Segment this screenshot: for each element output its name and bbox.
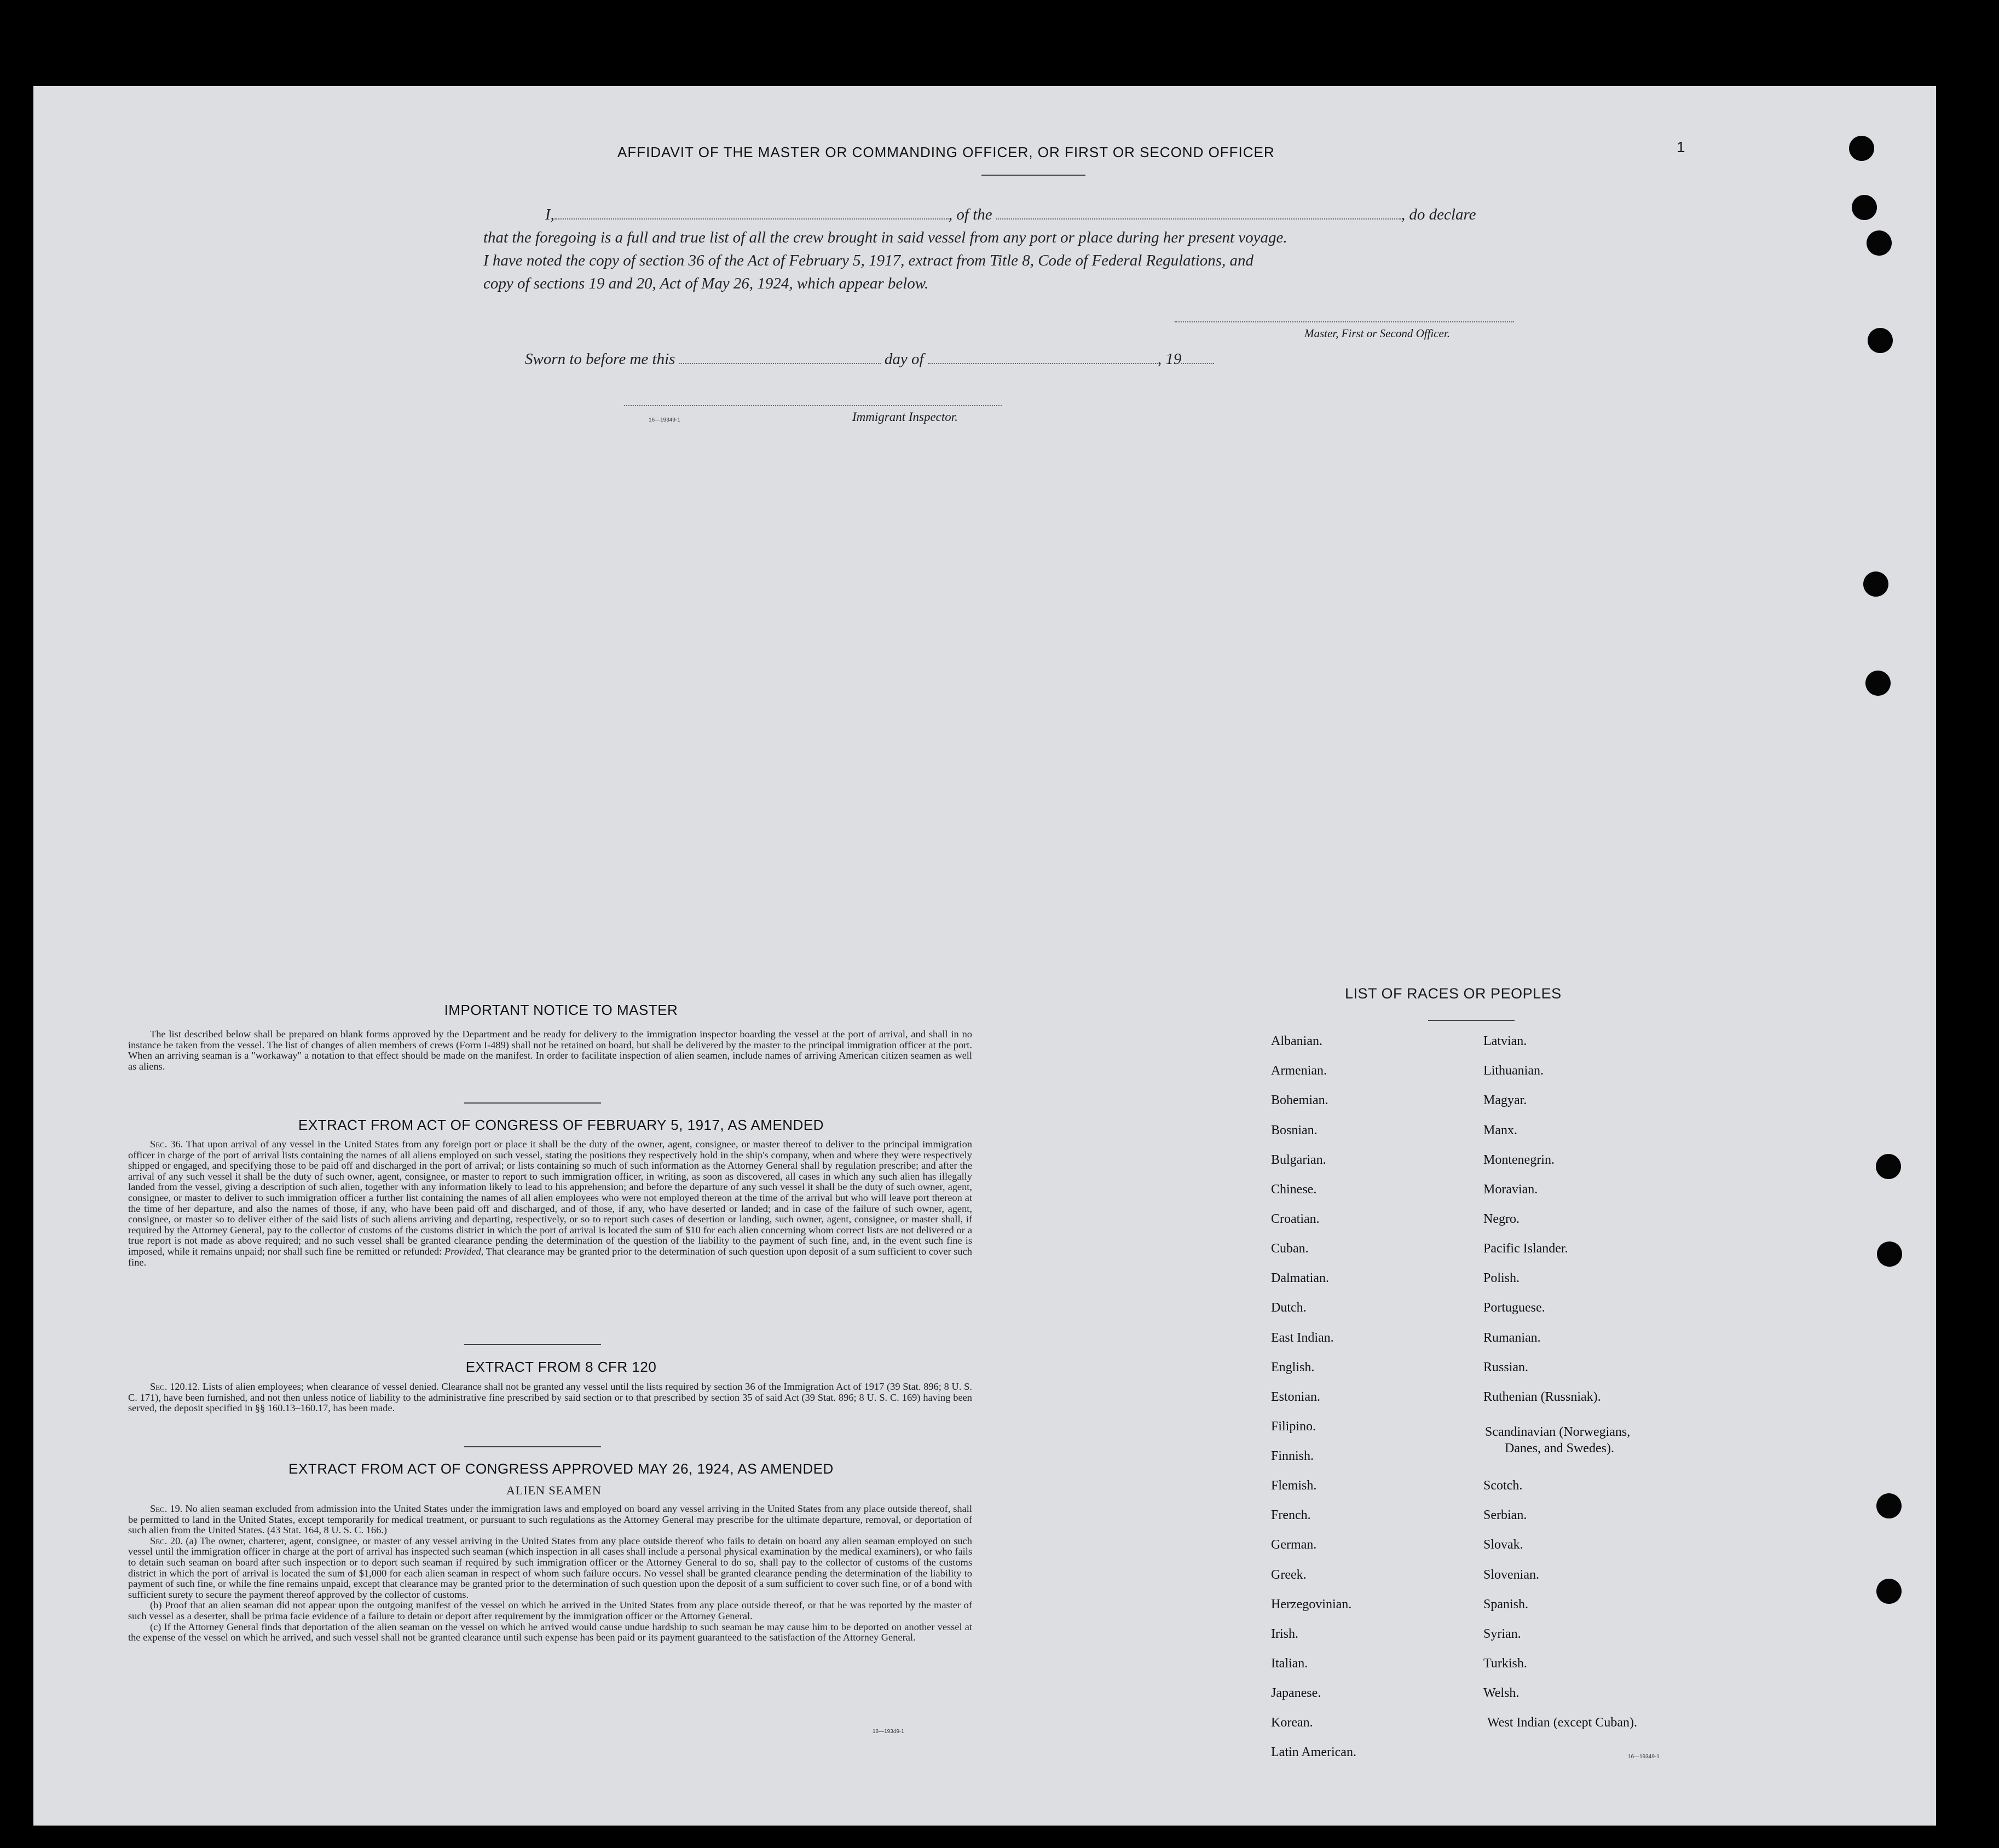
race-item: Lithuanian. xyxy=(1483,1064,1544,1078)
alien-seamen-subtitle: ALIEN SEAMEN xyxy=(506,1483,602,1497)
page-mark: 1 xyxy=(1677,138,1685,155)
race-item: Bosnian. xyxy=(1271,1123,1318,1137)
race-item: Bohemian. xyxy=(1271,1093,1328,1107)
race-item: Ruthenian (Russniak). xyxy=(1483,1390,1601,1404)
race-item: Finnish. xyxy=(1271,1449,1314,1463)
document-page xyxy=(33,86,1936,1826)
punch-hole xyxy=(1868,328,1893,353)
race-item: Irish. xyxy=(1271,1627,1298,1641)
race-item: Welsh. xyxy=(1483,1686,1520,1700)
declaration-line-4: copy of sections 19 and 20, Act of May 26, 1924, which appear below. xyxy=(483,275,929,292)
races-divider xyxy=(1428,1020,1515,1021)
race-item: Cuban. xyxy=(1271,1241,1309,1256)
affidavit-title: AFFIDAVIT OF THE MASTER OR COMMANDING OFFICER, OR FIRST OR SECOND OFFICER xyxy=(617,144,1275,160)
race-item: Herzegovinian. xyxy=(1271,1597,1352,1612)
race-item: Dalmatian. xyxy=(1271,1271,1329,1285)
punch-hole xyxy=(1863,571,1888,597)
master-label: Master, First or Second Officer. xyxy=(1304,327,1450,340)
title-divider xyxy=(981,175,1085,176)
extract-1917-title: EXTRACT FROM ACT OF CONGRESS OF FEBRUARY 5, 1917, AS AMENDED xyxy=(298,1117,824,1133)
race-item: Italian. xyxy=(1271,1656,1308,1671)
race-item: Spanish. xyxy=(1483,1597,1529,1612)
punch-hole xyxy=(1876,1493,1902,1518)
race-item: Armenian. xyxy=(1271,1064,1327,1078)
race-item: Slovenian. xyxy=(1483,1568,1539,1582)
extract-form-number: 16—19349-1 xyxy=(873,1729,904,1735)
race-item: Pacific Islander. xyxy=(1483,1241,1568,1256)
declaration-line-3: I have noted the copy of section 36 of the Act of February 5, 1917, extract from Title 8, Code of Federal Regulations, and xyxy=(483,252,1254,269)
race-item: Scotch. xyxy=(1483,1479,1523,1493)
punch-hole xyxy=(1852,195,1877,220)
race-item: Latin American. xyxy=(1271,1745,1356,1759)
punch-hole xyxy=(1867,230,1892,256)
race-item: Korean. xyxy=(1271,1716,1313,1730)
race-item: Estonian. xyxy=(1271,1390,1320,1404)
race-item: Portuguese. xyxy=(1483,1301,1545,1315)
race-item: Scandinavian (Norwegians, xyxy=(1485,1425,1631,1439)
race-item: Magyar. xyxy=(1483,1093,1527,1107)
race-item: Polish. xyxy=(1483,1271,1520,1285)
race-item: Chinese. xyxy=(1271,1182,1317,1197)
races-title: LIST OF RACES OR PEOPLES xyxy=(1345,985,1562,1002)
race-item: French. xyxy=(1271,1508,1311,1522)
race-item: Filipino. xyxy=(1271,1419,1316,1434)
master-signature-line xyxy=(1175,321,1514,322)
inspector-signature-line xyxy=(624,405,1002,406)
punch-hole xyxy=(1877,1241,1902,1267)
cfr-text: Sec. 120.12. Lists of alien employees; when clearance of vessel denied. Clearance shall not be granted any vessel until the lists required by section 36 of the Immigration Act of 1917 (39 Stat. 896; 8 U. S. C. 171), have been furnished, and not then unless notice of liability to the administrative fine prescribed by said section or to that prescribed by section 35 of said Act (39 Stat. 896; 8 U. S. C. 169) having been served, the deposit specified in §§ 160.13–160.17, has been made. xyxy=(128,1381,972,1414)
section-divider xyxy=(464,1102,601,1104)
race-item: Russian. xyxy=(1483,1360,1529,1375)
race-item: East Indian. xyxy=(1271,1331,1334,1345)
extract-1924-text: Sec. 19. No alien seaman excluded from admission into the United States under the immigration laws and employed on board any vessel arriving in the United States from any place outside thereof, shall be permitted to land in the United States, except temporarily for medical treatment, or pursuant to such regulations as the Attorney General may prescribe for the ultimate departure, removal, or deportation of such alien from the United States. (43 Stat. 164, 8 U. S. C. 166.) Sec. 20. (a) The owner, charterer, agent, consignee, or master of any vessel arriving in the United States from any place outside thereof who fails to detain on board any alien seaman employed on such vessel until the immigration officer in charge at the port of arrival has inspected such seaman (which inspection in all cases shall include a personal physical examination by the medical examiners), or who fails to detain such seaman on board after such inspection or to deport such seaman if required by such immigration officer or the Attorney General to do so, shall pay to the collector of customs of the customs district in which the port of arrival is located the sum of $1,000 for each alien seaman in respect of whom such failure occurs. No vessel shall be granted clearance pending the determination of the liability to payment of such fine, or while the fine remains unpaid, except that clearance may be granted prior to the determination of such question upon the deposit of a sum sufficient to cover such fine, or of a bond with sufficient surety to secure the payment thereof approved by the collector of customs. (b) Proof that an alien seaman did not appear upon the outgoing manifest of the vessel on which he arrived in the United States from any place outside thereof, or that he was reported by the master of such vessel as a deserter, shall be prima facie evidence of a failure to detain or deport after requirement by the immigration officer or the Attorney General. (c) If the Attorney General finds that deportation of the alien seaman on the vessel on which he arrived would cause undue hardship to such seaman he may cause him to be deported on another vessel at the expense of the vessel on which he arrived, and such vessel shall not be granted clearance until such expense has been paid or its payment guaranteed to the satisfaction of the Attorney General. xyxy=(128,1503,973,1643)
inspector-label: Immigrant Inspector. xyxy=(852,410,958,424)
punch-hole xyxy=(1865,671,1891,696)
race-item: Albanian. xyxy=(1271,1034,1322,1048)
section-divider xyxy=(464,1446,601,1447)
race-item: Dutch. xyxy=(1271,1301,1307,1315)
race-item: Bulgarian. xyxy=(1271,1153,1326,1167)
race-item: Manx. xyxy=(1483,1123,1517,1137)
race-item: Moravian. xyxy=(1483,1182,1538,1197)
punch-hole xyxy=(1876,1579,1902,1604)
section-divider xyxy=(464,1344,601,1345)
race-item: German. xyxy=(1271,1538,1317,1552)
race-item: West Indian (except Cuban). xyxy=(1487,1716,1637,1730)
race-item: Rumanian. xyxy=(1483,1331,1541,1345)
declaration-line-2: that the foregoing is a full and true list of all the crew brought in said vessel from any port or place during her present voyage. xyxy=(483,229,1287,246)
race-item: Latvian. xyxy=(1483,1034,1527,1048)
race-item: Greek. xyxy=(1271,1568,1307,1582)
extract-1924-title: EXTRACT FROM ACT OF CONGRESS APPROVED MAY 26, 1924, AS AMENDED xyxy=(288,1460,834,1477)
race-item: Slovak. xyxy=(1483,1538,1523,1552)
race-item: Turkish. xyxy=(1483,1656,1527,1671)
race-item: English. xyxy=(1271,1360,1315,1375)
affidavit-form-number: 16—19349-1 xyxy=(649,417,680,423)
punch-hole xyxy=(1876,1154,1901,1179)
race-item: Japanese. xyxy=(1271,1686,1321,1700)
sworn-line: Sworn to before me this day of , 19 xyxy=(525,348,1214,371)
race-item: Croatian. xyxy=(1271,1212,1320,1226)
extract-1917-text: Sec. 36. That upon arrival of any vessel in the United States from any foreign port or place it shall be the duty of the owner, agent, consignee, or master thereof to deliver to the principal immigration officer in charge of the port of arrival lists containing the names of all aliens employed on such vessel, stating the positions they respectively hold in the ship's company, when and where they were respectively shipped or engaged, and specifying those to be paid off and discharged in the port of arrival; or lists containing so much of such information as the Attorney General shall by regulation prescribe; and after the arrival of any such vessel it shall be the duty of such owner, agent, consignee, or master to report to such immigration officer, in writing, as soon as discovered, all cases in which any such alien has illegally landed from the vessel, giving a description of such alien, together with any information likely to lead to his apprehension; and before the departure of any such vessel it shall be the duty of such owner, agent, consignee, or master to deliver to such immigration officer a further list containing the names of all alien employees who were not employed thereon at the time of the arrival but who will leave port thereon at the time of her departure, and also the names of those, if any, who have been paid off and discharged, and of those, if any, who have deserted or landed; and in case of the failure of such owner, agent, consignee, or master so to deliver either of the said lists of such aliens arriving and departing, respectively, or so to report such cases of desertion or landing, such owner, agent, consignee, or master shall, if required by the Attorney General, pay to the collector of customs of the customs district in which the port of arrival is located the sum of $10 for each alien concerning whom correct lists are not delivered or a true report is not made as above required; and no such vessel shall be granted clearance pending the determination of the question of the liability to the payment of such fine, and, in the event such fine is imposed, while it remains unpaid; nor shall such fine be remitted or refunded: Provided, That clearance may be granted prior to the determination of such question upon deposit of a sum sufficient to cover such fine. xyxy=(128,1139,972,1268)
race-item: Negro. xyxy=(1483,1212,1520,1226)
cfr-title: EXTRACT FROM 8 CFR 120 xyxy=(465,1359,657,1375)
declaration-line-1: I, , of the , do declare xyxy=(545,206,1476,223)
race-item: Danes, and Swedes). xyxy=(1505,1441,1614,1456)
races-form-number: 16—19349-1 xyxy=(1628,1754,1660,1760)
punch-hole xyxy=(1849,136,1874,161)
race-item: Serbian. xyxy=(1483,1508,1527,1522)
race-item: Flemish. xyxy=(1271,1479,1317,1493)
notice-text: The list described below shall be prepared on blank forms approved by the Department and be ready for delivery to the immigration inspector boarding the vessel at the port of arrival, and shall in no instance be taken from the vessel. The list of changes of alien members of crews (Form I-489) shall not be retained on board, but shall be delivered by the master to the principal immigration officer at the port. When an arriving seaman is a "workaway" a notation to that effect should be made on the manifest. In order to facilitate inspection of alien seamen, include names of arriving American citizen seamen as well as aliens. xyxy=(128,1029,972,1072)
race-item: Montenegrin. xyxy=(1483,1153,1555,1167)
notice-title: IMPORTANT NOTICE TO MASTER xyxy=(444,1002,678,1018)
race-item: Syrian. xyxy=(1483,1627,1521,1641)
